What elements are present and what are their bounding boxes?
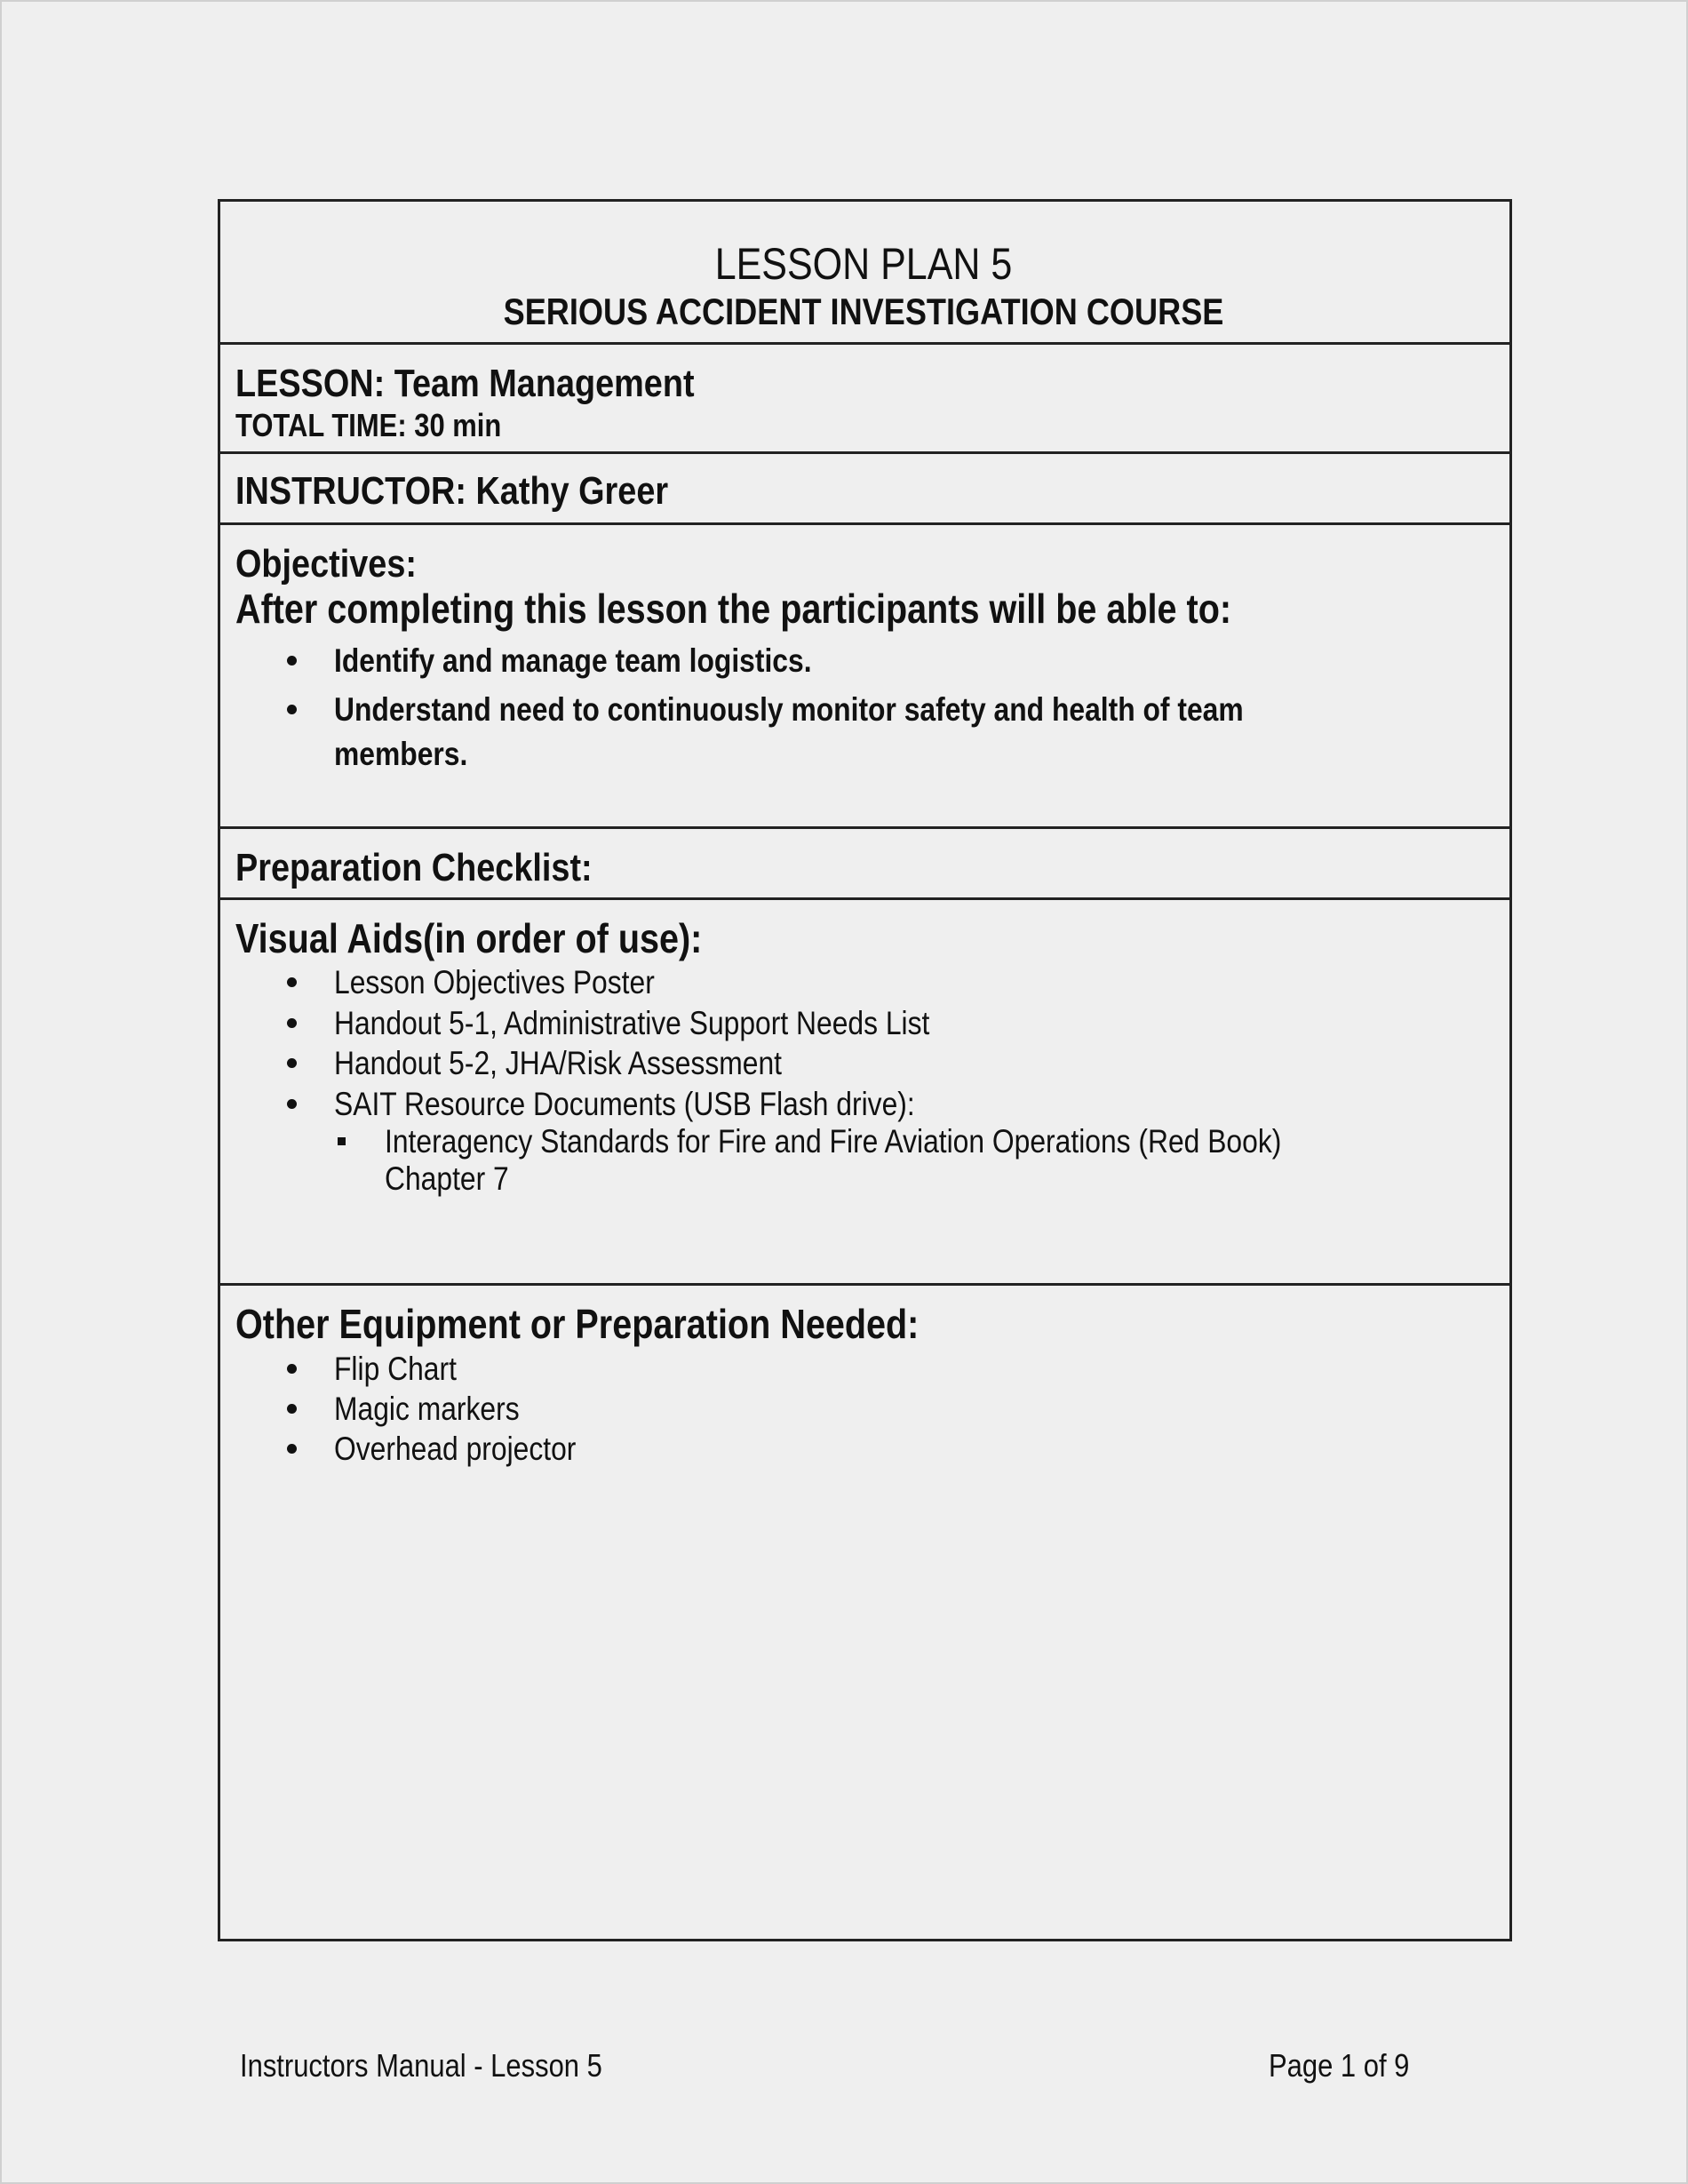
objective-item-continued: members. xyxy=(334,736,468,772)
bullet-icon xyxy=(287,1444,297,1454)
bullet-icon xyxy=(287,705,297,714)
equipment-item: Flip Chart xyxy=(334,1351,457,1387)
objectives-heading: Objectives: xyxy=(235,542,418,586)
visual-aid-item: Lesson Objectives Poster xyxy=(334,964,655,1000)
objective-item: Identify and manage team logistics. xyxy=(334,642,812,679)
visual-aid-item: Handout 5-2, JHA/Risk Assessment xyxy=(334,1045,783,1081)
bullet-icon xyxy=(287,656,297,666)
total-time: TOTAL TIME: 30 min xyxy=(235,407,502,443)
page-title: LESSON PLAN 5 xyxy=(714,239,1013,289)
objectives-intro: After completing this lesson the participants will be able to: xyxy=(235,586,1232,632)
visual-aid-subitem-continued: Chapter 7 xyxy=(385,1160,509,1197)
preparation-heading: Preparation Checklist: xyxy=(235,846,593,889)
bullet-icon xyxy=(287,977,297,987)
square-bullet-icon xyxy=(338,1137,346,1145)
bullet-icon xyxy=(287,1099,297,1109)
visual-aids-heading: Visual Aids(in order of use): xyxy=(235,915,703,961)
divider xyxy=(218,826,1509,829)
divider xyxy=(218,451,1509,454)
equipment-heading: Other Equipment or Preparation Needed: xyxy=(235,1301,920,1347)
objective-item: Understand need to continuously monitor safety and health of team xyxy=(334,691,1244,728)
bullet-icon xyxy=(287,1364,297,1374)
visual-aid-subitem: Interagency Standards for Fire and Fire Aviation Operations (Red Book) xyxy=(385,1123,1282,1160)
bullet-icon xyxy=(287,1404,297,1414)
equipment-item: Magic markers xyxy=(334,1391,520,1427)
course-subtitle: SERIOUS ACCIDENT INVESTIGATION COURSE xyxy=(503,291,1224,332)
visual-aid-item: SAIT Resource Documents (USB Flash drive): xyxy=(334,1086,915,1122)
bullet-icon xyxy=(287,1058,297,1068)
divider xyxy=(218,522,1509,525)
lesson-name: LESSON: Team Management xyxy=(235,362,695,405)
instructor: INSTRUCTOR: Kathy Greer xyxy=(235,469,669,513)
visual-aid-item: Handout 5-1, Administrative Support Needs List xyxy=(334,1005,930,1041)
footer-manual-title: Instructors Manual - Lesson 5 xyxy=(240,2047,602,2084)
footer-page-number: Page 1 of 9 xyxy=(1269,2047,1410,2084)
divider xyxy=(218,1283,1509,1286)
divider xyxy=(218,342,1509,345)
equipment-item: Overhead projector xyxy=(334,1431,577,1467)
bullet-icon xyxy=(287,1018,297,1028)
divider xyxy=(218,897,1509,900)
